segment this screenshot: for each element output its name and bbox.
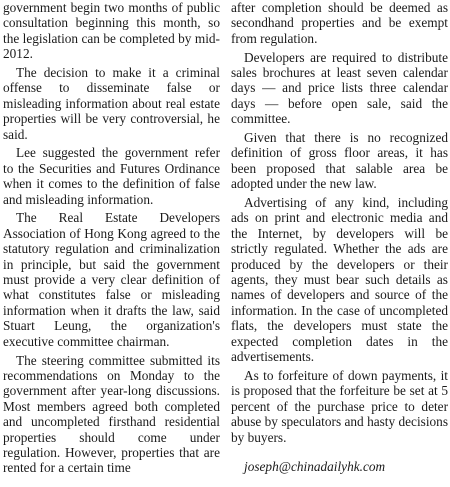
article-paragraph: The steering committee submitted its recommendations on Monday to the government after year-long discussions. Most members agreed both completed and uncompleted firsthand residential properties should come under regulation. However, properties that are rented for a certain time — [3, 352, 220, 476]
article-column-left — [3, 0, 220, 487]
author-email-byline: joseph@chinadailyhk.com — [244, 458, 386, 474]
article-paragraph: Given that there is no recognized definition of gross floor areas, it has been proposed that salable area be adopted under the new law. — [231, 130, 448, 192]
article-paragraph: The Real Estate Developers Association of Hong Kong agreed to the statutory regulation and criminalization in principle, but said the government must provide a very clear definition of what constitutes false or misleading information when it drafts the law, said Stuart Leung, the organization's executive committee chairman. — [3, 210, 220, 349]
article-paragraph: Advertising of any kind, including ads on print and electronic media and the Internet, by developers will be strictly regulated. Whether the ads are produced by the developers or their agents, they must bear such details as names of developers and source of the information. In the case of uncompleted flats, the developers must state the expected completion dates in the advertisements. — [231, 195, 448, 365]
article-column-right — [231, 0, 448, 487]
article-paragraph: government begin two months of public consultation beginning this month, so the legislation can be completed by mid-2012. — [3, 0, 220, 62]
article-paragraph: As to forfeiture of down payments, it is proposed that the forfeiture be set at 5 percent of the purchase price to deter abuse by speculators and hasty decisions by buyers. — [231, 367, 448, 445]
article-paragraph: Developers are required to distribute sales brochures at least seven calendar days — and price lists three calendar days — before open sale, said the committee. — [231, 49, 448, 127]
article-paragraph: Lee suggested the government refer to the Securities and Futures Ordinance when it comes to the definition of false and misleading information. — [3, 145, 220, 207]
article-paragraph: The decision to make it a criminal offense to disseminate false or misleading information about real estate properties will be very controversial, he said. — [3, 65, 220, 142]
article-paragraph: after completion should be deemed as secondhand properties and be exempt from regulation. — [231, 0, 448, 46]
